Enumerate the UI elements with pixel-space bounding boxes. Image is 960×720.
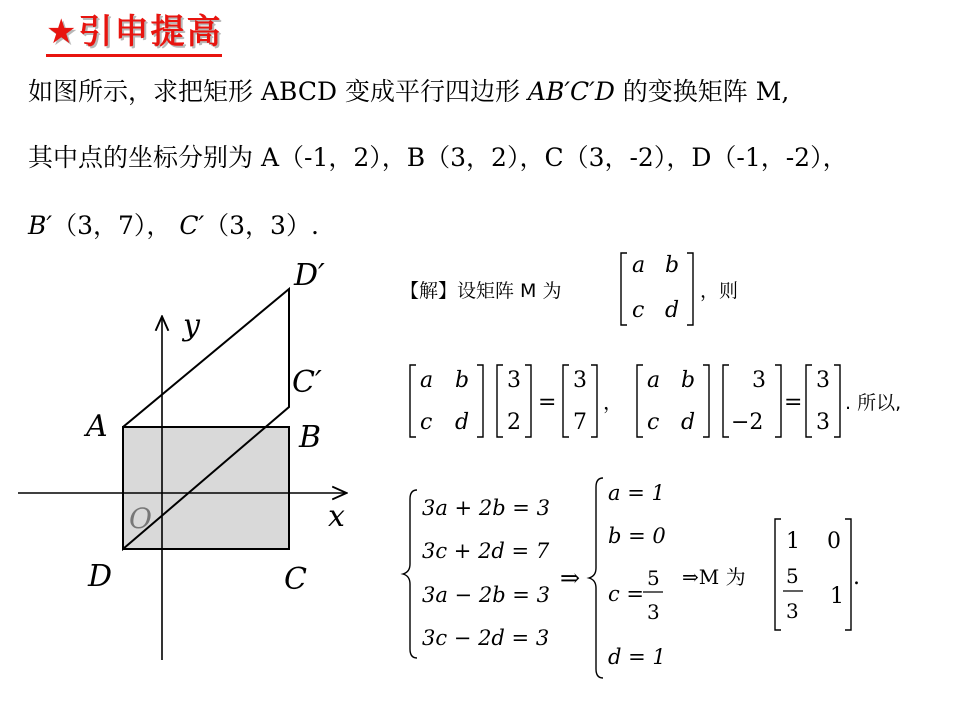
x-axis-label: x — [328, 499, 345, 534]
v1-top: 3 — [507, 368, 521, 393]
so-text: . 所以, — [845, 392, 902, 414]
point-b-label: B — [299, 420, 322, 455]
m-d: d — [665, 298, 680, 323]
c-denominator: 3 — [647, 600, 660, 624]
implies-1: ⇒ — [560, 564, 581, 592]
final-m22: 1 — [830, 584, 844, 609]
r2-bottom: 3 — [816, 410, 830, 435]
r1-top: 3 — [573, 368, 587, 393]
final-m21-num: 5 — [786, 564, 799, 588]
comma-sep: ， — [603, 390, 623, 414]
sys-left-1: 3a + 2b = 3 — [422, 496, 550, 520]
e1-d: d — [455, 410, 470, 435]
m-b: b — [665, 253, 680, 278]
problem-line-1-prefix: 如图所示，求把矩形 ABCD 变成平行四边形 — [28, 77, 528, 106]
solution-intro-suffix: ，则 — [700, 280, 739, 302]
final-m11: 1 — [786, 529, 800, 554]
final-m12: 0 — [827, 529, 841, 554]
e1-c: c — [420, 410, 433, 435]
problem-line-1-suffix: 的变换矩阵 M, — [614, 77, 790, 106]
point-b-prime-coords: （3，7）， — [52, 211, 172, 240]
solution-intro: 【解】设矩阵 M 为 — [400, 280, 562, 302]
final-suffix: . — [853, 565, 860, 590]
c-numerator: 5 — [647, 566, 660, 590]
sys-left-3: 3a − 2b = 3 — [422, 583, 550, 607]
eq-2: = — [784, 390, 803, 415]
point-c-prime-coords: （3，3）. — [204, 211, 319, 240]
v2-top: 3 — [752, 368, 766, 393]
e2-b: b — [681, 368, 696, 393]
v1-bottom: 2 — [507, 410, 521, 435]
e1-a: a — [420, 368, 434, 393]
page-title: ★引申提高 — [46, 10, 222, 57]
parallelogram-name: AB′C′D — [527, 77, 615, 106]
r2-top: 3 — [816, 368, 830, 393]
y-axis-label: y — [183, 308, 200, 343]
origin-label: O — [129, 502, 152, 535]
point-d-label: D — [88, 559, 113, 594]
sys-right-c: c = — [608, 582, 645, 606]
matrix-brackets — [403, 253, 851, 678]
m-a: a — [632, 253, 646, 278]
r1-bottom: 7 — [573, 410, 587, 435]
sys-right-b: b = 0 — [608, 524, 666, 548]
sys-left-2: 3c + 2d = 7 — [422, 539, 550, 563]
eq-1: = — [538, 390, 557, 415]
point-d-prime-label: D′ — [294, 258, 325, 293]
sys-right-d: d = 1 — [608, 645, 666, 669]
point-c-prime: C′ — [179, 211, 205, 240]
m-c: c — [632, 298, 645, 323]
point-b-prime: B′ — [28, 211, 53, 240]
v2-bottom: −2 — [731, 410, 764, 435]
final-prefix: ⇒M 为 — [682, 565, 746, 589]
problem-line-2: 其中点的坐标分别为 A（-1，2），B（3，2），C（3，-2），D（-1，-2）， — [28, 143, 848, 172]
e2-d: d — [681, 410, 696, 435]
point-c-label: C — [284, 562, 307, 597]
final-m21-den: 3 — [786, 599, 799, 623]
sys-left-4: 3c − 2d = 3 — [422, 626, 550, 650]
sys-right-a: a = 1 — [608, 481, 665, 505]
e1-b: b — [455, 368, 470, 393]
point-c-prime-label: C′ — [292, 365, 322, 400]
e2-c: c — [647, 410, 660, 435]
point-a-label: A — [86, 409, 108, 444]
e2-a: a — [647, 368, 661, 393]
